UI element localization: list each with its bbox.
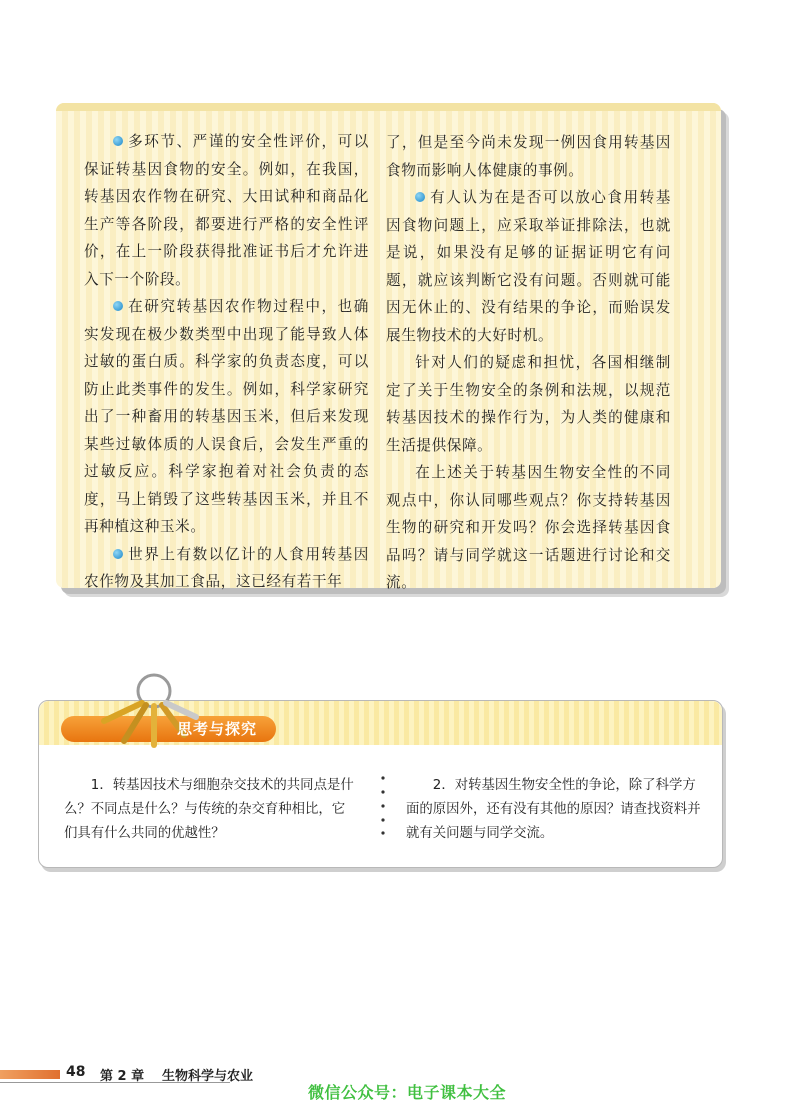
reading-card [56,103,721,591]
right-column [386,129,671,597]
paragraph: 在研究转基因农作物过程中，也确实发现在极少数类型中出现了能导致人体过敏的蛋白质。科学家的负责态度，可以防止此类事件的发生。例如，科学家研究出了一种畜用的转基因玉米，但后来发现某些过敏体质的人误食后，会发生严重的过敏反应。科学家抱着对社会负责的态度，马上销毁了这些转基因玉米，并且不再种植这种玉米。 [84,298,369,535]
footer-accent-bar [0,1070,60,1079]
bullet-icon [113,549,123,559]
chapter-title: 生物科学与农业 [162,1069,254,1084]
question-2: 2．对转基因生物安全性的争论，除了科学方面的原因外，还有没有其他的原因？请查找资料并就有关问题与同学交流。 [406,778,701,841]
think-explore-box [38,700,723,868]
paragraph: 了，但是至今尚未发现一例因食用转基因食物而影响人体健康的事例。 [386,134,671,179]
divider-dots [380,775,386,835]
paragraph: 针对人们的疑虑和担忧，各国相继制定了关于生物安全的条例和法规，以规范转基因技术的操作行为，为人类的健康和生活提供保障。 [386,354,671,454]
page-number: 48 [66,1064,86,1080]
keys-icon [84,673,204,753]
watermark: 微信公众号：电子课本大全 [308,1083,507,1102]
chapter-label: 第 2 章 [100,1069,145,1084]
left-column [84,128,369,596]
section-title: 思考与探究 [177,720,258,738]
bullet-icon [113,301,123,311]
paragraph: 有人认为在是否可以放心食用转基因食物问题上，应采取举证排除法，也就是说，如果没有足够的证据证明它有问题，就应该判断它没有问题。否则就可能因无休止的、没有结果的争论，而贻误发展生物技术的大好时机。 [386,189,671,344]
paragraph: 世界上有数以亿计的人食用转基因农作物及其加工食品，这已经有若干年 [84,545,369,590]
paragraph: 多环节、严谨的安全性评价，可以保证转基因食物的安全。例如，在我国，转基因农作物在研究、大田试种和商品化生产等各阶段，都要进行严格的安全性评价，在上一阶段获得批准证书后才允许进入下一个阶段。 [84,133,369,288]
bullet-icon [415,192,425,202]
bullet-icon [113,136,123,146]
question-1: 1．转基因技术与细胞杂交技术的共同点是什么？不同点是什么？与传统的杂交育种相比，它们具有什么共同的优越性？ [64,778,354,841]
paragraph: 在上述关于转基因生物安全性的不同观点中，你认同哪些观点？你支持转基因生物的研究和开发吗？你会选择转基因食品吗？请与同学就这一话题进行讨论和交流。 [386,464,671,591]
